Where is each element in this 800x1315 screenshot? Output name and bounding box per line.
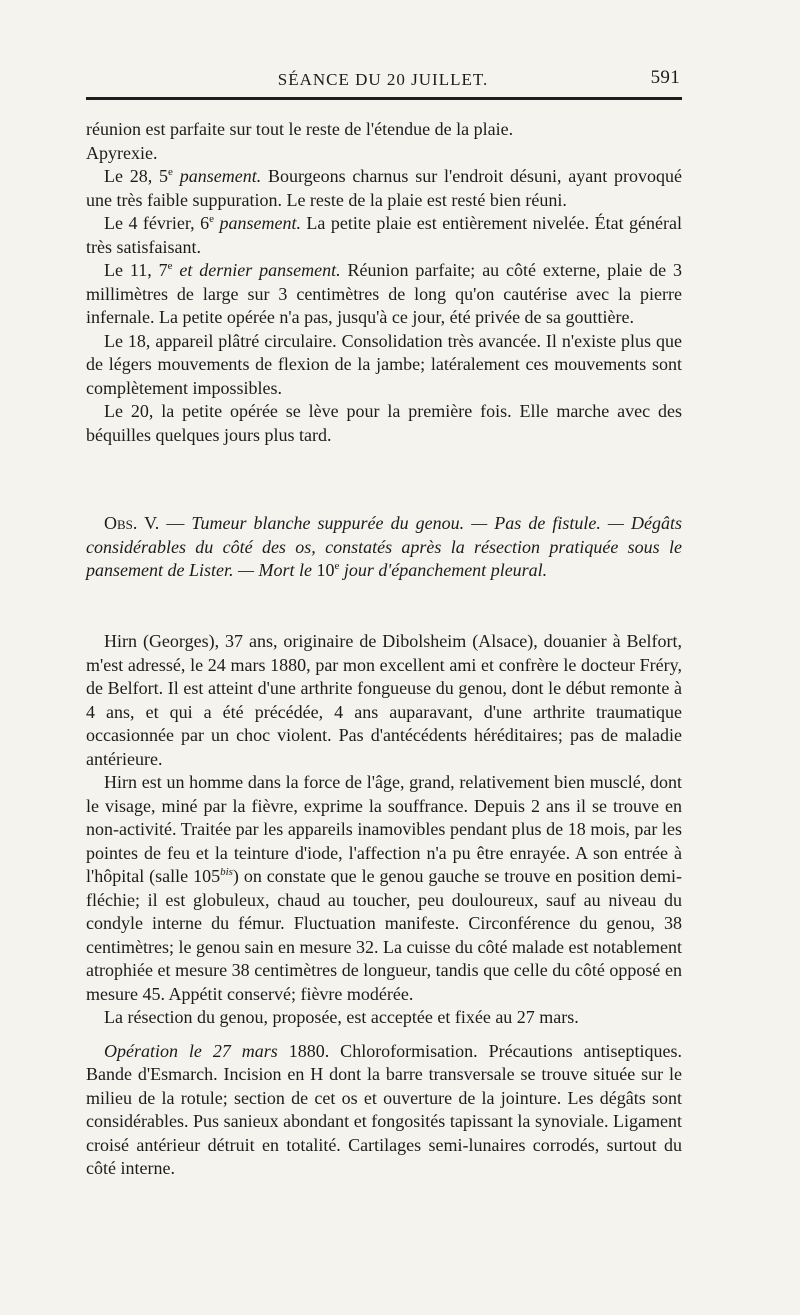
header-rule (86, 97, 682, 100)
paragraph-7: Hirn (Georges), 37 ans, originaire de Dibolsheim (Alsace), douanier à Belfort, m'est adressé, le 24 mars 1880, par mon excellent ami et confrère le docteur Fréry, de Belfort. Il est atteint d'une arthrite fongueuse du genou, dont le début remonte à 4 ans, et qui a été précédée, 4 ans auparavant, d'une arthrite traumatique occasionnée par un choc violent. Pas d'antécédents héréditaires; pas de maladie antérieure. (86, 631, 682, 769)
paragraph-1-line-2: Apyrexie. (86, 142, 158, 163)
p10-italic: Opération le 27 mars (104, 1040, 278, 1061)
p2-text-b: Bourgeons charnus sur l'endroit désuni, ayant provoqué une très faible suppuration. Le reste de la plaie est resté bien réuni. (86, 166, 682, 210)
running-title: SÉANCE DU 20 JUILLET. (277, 70, 489, 89)
p4-sup: e (167, 260, 173, 272)
p4-text-a: Le 11, 7 (104, 260, 168, 280)
paragraph-4 (86, 259, 682, 330)
page-number: 591 (650, 67, 680, 88)
paragraph-9: La résection du genou, proposée, est acceptée et fixée au 27 mars. (104, 1007, 579, 1027)
p4-italic: et dernier pansement. (172, 260, 341, 280)
obs-title-b: jour d'épanchement pleural. (339, 560, 548, 580)
p3-sup: e (209, 213, 215, 225)
p2-italic: pansement. (172, 166, 262, 186)
p4-text-b: Réunion parfaite; au côté externe, plaie de 3 millimètres de large sur 3 centimètres de long qu'on cautérise avec la pierre infernale. La petite opérée n'a pas, jusqu'à ce jour, été privée de sa gouttière. (86, 260, 682, 327)
running-head (86, 67, 680, 94)
paragraph-3 (86, 212, 682, 259)
obs-sup: e (334, 560, 340, 572)
paragraph-10 (86, 1040, 682, 1181)
spacer (86, 1030, 682, 1040)
section-2-text (86, 630, 682, 1181)
p2-sup: e (168, 166, 173, 178)
paragraph-2 (86, 165, 682, 212)
obs-day-number: 10 (316, 560, 335, 580)
observation-title (86, 512, 682, 583)
p3-text-a: Le 4 février, 6 (104, 213, 210, 233)
observation-label: Obs. V. — (104, 513, 185, 533)
paragraph-1-line-1: réunion est parfaite sur tout le reste de l'étendue de la plaie. (86, 119, 514, 139)
section-1-text (86, 118, 682, 447)
p3-text-b: La petite plaie est entièrement nivelée. État général très satisfaisant. (86, 213, 682, 257)
paragraph-1 (86, 118, 682, 165)
paragraph-5: Le 18, appareil plâtré circulaire. Consolidation très avancée. Il n'existe plus que de légers mouvements de flexion de la jambe; latéralement ces mouvements sont complètement impossibles. (86, 330, 682, 398)
p2-text-a: Le 28, 5 (104, 166, 169, 186)
observation-heading (86, 512, 682, 583)
p10-text-b: 1880. Chloroformisation. Précautions antiseptiques. Bande d'Esmarch. Incision en H dont la barre transversale se trouve située sur le milieu de la rotule; section de cet os et ouverture de la jointure. Les dégâts sont considérables. Pus sanieux abondant et fongosités tapissant la synoviale. Ligament croisé antérieur détruit en totalité. Cartilages semi-lunaires corrodés, surtout du côté interne. (86, 1040, 683, 1178)
p8-text-a: Hirn est un homme dans la force de l'âge, grand, relativement bien musclé, dont le visage, miné par la fièvre, exprime la souffrance. Depuis 2 ans il se trouve en non-activité. Traitée par les appareils inamovibles pendant plus de 18 mois, par les pointes de feu et la teinture d'iode, l'affection n'a pu être enrayée. A son entrée à l'hôpital (salle 105 (86, 772, 682, 886)
p8-text-b: ) on constate que le genou gauche se trouve en position demi-fléchie; il est globuleux, chaud au toucher, peu douloureux, sauf au niveau du condyle interne du fémur. Fluctuation manifeste. Circonférence du genou, 38 centimètres; le genou sain en mesure 32. La cuisse du côté malade est notablement atrophiée et mesure 38 centimètres de longueur, tandis que celle du côté opposé en mesure 45. Appétit conservé; fièvre modérée. (86, 866, 682, 1004)
paragraph-8 (86, 771, 682, 1006)
paragraph-6: Le 20, la petite opérée se lève pour la première fois. Elle marche avec des béquilles quelques jours plus tard. (86, 401, 682, 445)
p8-sup: bis (220, 866, 233, 878)
p3-italic: pansement. (214, 213, 301, 233)
obs-title-a: Tumeur blanche suppurée du genou. — Pas de fistule. — Dégâts considérables du côté des os, constatés après la résection pratiquée sous le pansement de Lister. — Mort le (86, 513, 682, 580)
